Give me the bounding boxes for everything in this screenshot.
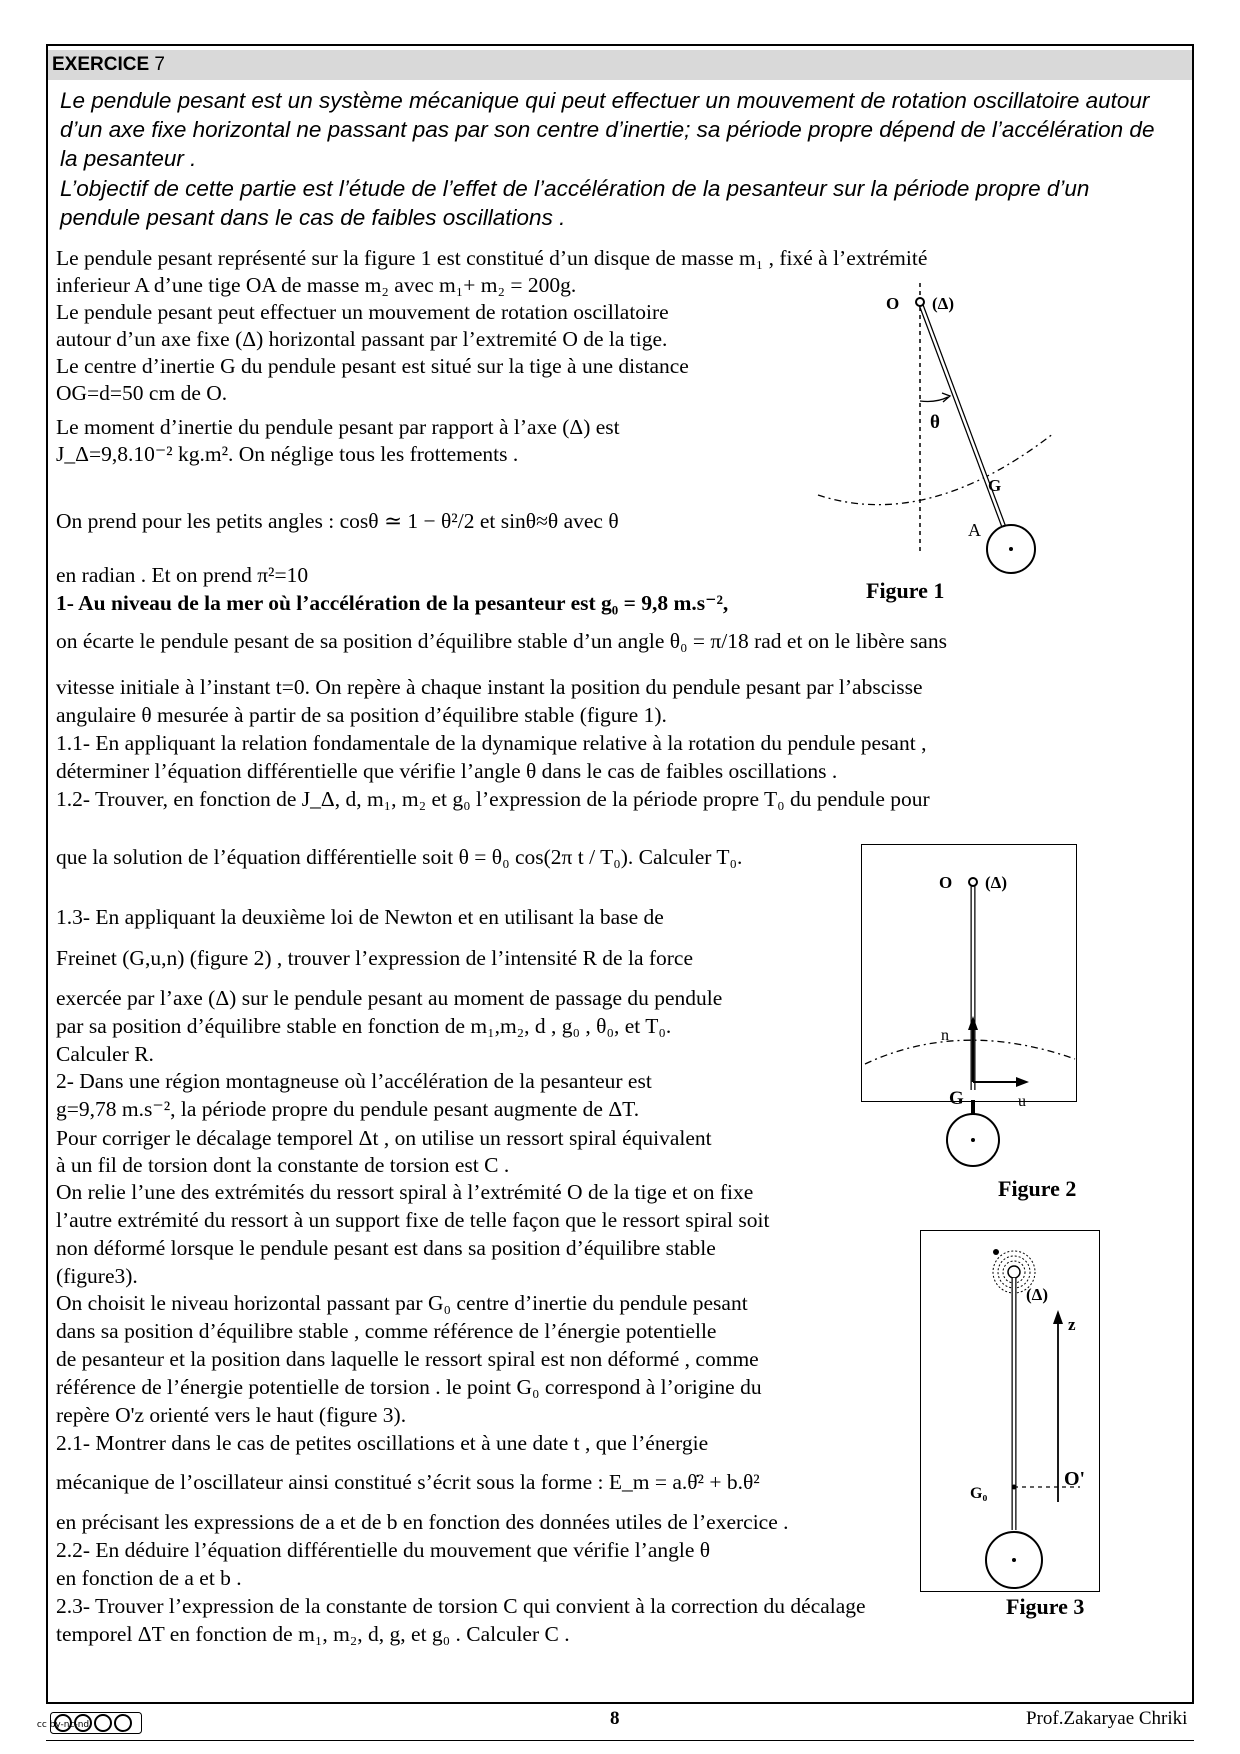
figure-3-caption: Figure 3	[1006, 1594, 1085, 1619]
question-2-3: 2.3- Trouver l’expression de la constante de torsion C qui convient à la correction du décalage	[56, 1594, 866, 1618]
body-line: on écarte le pendule pesant de sa position d’équilibre stable d’un angle θ₀ = π/18 rad et on le libère sans	[56, 629, 947, 653]
body-line: à un fil de torsion dont la constante de torsion est C .	[56, 1153, 510, 1177]
question-2: 2- Dans une région montagneuse où l’accélération de la pesanteur est	[56, 1069, 652, 1093]
fig1-label-G: G	[988, 476, 1002, 495]
body-line: dans sa position d’équilibre stable , comme référence de l’énergie potentielle	[56, 1319, 717, 1343]
fig2-label-u: u	[1018, 1093, 1026, 1110]
body-line: Calculer R.	[56, 1042, 154, 1066]
body-line: déterminer l’équation différentielle que vérifie l’angle θ dans le cas de faibles oscillations .	[56, 759, 838, 783]
body-line: vitesse initiale à l’instant t=0. On repère à chaque instant la position du pendule pesant par l’abscisse	[56, 675, 923, 699]
figure-2-disk	[926, 1100, 1026, 1180]
body-line: en radian . Et on prend π²=10	[56, 563, 309, 587]
question-2-2: 2.2- En déduire l’équation différentielle du mouvement que vérifie l’angle θ	[56, 1538, 711, 1562]
body-line: Le pendule pesant représenté sur la figure 1 est constitué d’un disque de masse m₁ , fixé à l’extrémité	[56, 246, 928, 270]
formula-line-small-angles: On prend pour les petits angles : cosθ ≃ 1 − θ²/2 et sinθ≈θ avec θ	[56, 509, 619, 533]
body-line: J_Δ=9,8.10⁻² kg.m². On néglige tous les frottements .	[56, 442, 519, 466]
body-line: OG=d=50 cm de O.	[56, 381, 228, 405]
fig2-label-axis: (Δ)	[985, 873, 1007, 892]
figure-3	[920, 1230, 1098, 1590]
body-line: On choisit le niveau horizontal passant par G₀ centre d’inertie du pendule pesant	[56, 1291, 748, 1315]
body-line: non déformé lorsque le pendule pesant est dans sa position d’équilibre stable	[56, 1236, 716, 1260]
body-line: référence de l’énergie potentielle de torsion . le point G₀ correspond à l’origine du	[56, 1375, 762, 1399]
page-number: 8	[610, 1708, 620, 1729]
question-2-1: 2.1- Montrer dans le cas de petites oscillations et à une date t , que l’énergie	[56, 1431, 709, 1455]
fig3-label-axis: (Δ)	[1026, 1285, 1048, 1304]
fig3-label-G0: G₀	[970, 1485, 988, 1502]
body-line: autour d’un axe fixe (Δ) horizontal passant par l’extremité O de la tige.	[56, 327, 668, 351]
question-1-3: 1.3- En appliquant la deuxième loi de Newton et en utilisant la base de	[56, 905, 664, 929]
body-line: Le centre d’inertie G du pendule pesant est situé sur la tige à une distance	[56, 354, 689, 378]
author: Prof.Zakaryae Chriki	[1026, 1708, 1188, 1729]
question-1-1: 1.1- En appliquant la relation fondamentale de la dynamique relative à la rotation du pendule pesant ,	[56, 731, 927, 755]
body-line: inferieur A d’une tige OA de masse m₂ avec m₁+ m₂ = 200g.	[56, 273, 577, 297]
fig1-label-O: O	[886, 294, 900, 313]
body-line: par sa position d’équilibre stable en fonction de m₁,m₂, d , g₀ , θ₀, et T₀.	[56, 1014, 672, 1038]
body-line: Pour corriger le décalage temporel Δt , on utilise un ressort spiral équivalent	[56, 1126, 712, 1150]
body-line: Freinet (G,u,n) (figure 2) , trouver l’expression de l’intensité R de la force	[56, 946, 694, 970]
body-line: angulaire θ mesurée à partir de sa position d’équilibre stable (figure 1).	[56, 703, 667, 727]
body-line: en fonction de a et b .	[56, 1566, 242, 1590]
intro-paragraph-1: Le pendule pesant est un système mécanique qui peut effectuer un mouvement de rotation oscillatoire autour d’un axe fixe horizontal ne passant pas par son centre d’inertie; sa période propre dépend de l’accélération de la pesanteur .	[60, 88, 1155, 171]
body-line: Le moment d’inertie du pendule pesant par rapport à l’axe (Δ) est	[56, 415, 620, 439]
body-line: en précisant les expressions de a et de b en fonction des données utiles de l’exercice .	[56, 1510, 789, 1534]
body-line: l’autre extrémité du ressort à un support fixe de telle façon que le ressort spiral soit	[56, 1208, 770, 1232]
body-line: g=9,78 m.s⁻², la période propre du pendule pesant augmente de ΔT.	[56, 1097, 640, 1121]
exercise-header	[48, 50, 1192, 80]
fig3-label-z: z	[1068, 1315, 1076, 1334]
body-line: repère O'z orienté vers le haut (figure 3).	[56, 1403, 407, 1427]
body-line: de pesanteur et la position dans laquelle le ressort spiral est non déformé , comme	[56, 1347, 759, 1371]
fig2-label-G: G	[949, 1088, 964, 1109]
intro-paragraph-2: L’objectif de cette partie est l’étude de l’effet de l’accélération de la pesanteur sur la période propre d’un pendule pesant dans le cas de faibles oscillations .	[60, 176, 1090, 230]
figure-2-caption: Figure 2	[998, 1176, 1077, 1201]
exercise-label: EXERCICE	[52, 54, 150, 75]
body-line: On relie l’une des extrémités du ressort spiral à l’extrémité O de la tige et on fixe	[56, 1180, 754, 1204]
figure-2	[861, 844, 1075, 1110]
figure-1-caption: Figure 1	[866, 578, 945, 603]
exercise-number: 7	[154, 54, 165, 75]
fig1-label-theta: θ	[930, 412, 940, 433]
body-line: (figure3).	[56, 1264, 138, 1288]
body-line: exercée par l’axe (Δ) sur le pendule pesant au moment de passage du pendule	[56, 986, 723, 1010]
fig2-label-n: n	[941, 1027, 949, 1044]
footer-rule	[46, 1740, 1194, 1741]
question-1-2: 1.2- Trouver, en fonction de J_Δ, d, m₁, m₂ et g₀ l’expression de la période propre T₀ du pendule pour	[56, 787, 930, 811]
fig3-label-Oprime: O'	[1064, 1468, 1086, 1490]
question-1	[56, 589, 728, 617]
body-line: temporel ΔT en fonction de m₁, m₂, d, g, et g₀ . Calculer C .	[56, 1622, 570, 1646]
body-line: que la solution de l’équation différentielle soit θ = θ₀ cos(2π t / T₀). Calculer T₀.	[56, 845, 743, 869]
license-badge	[36, 1712, 142, 1739]
fig2-label-O: O	[939, 873, 953, 892]
fig1-label-axis: (Δ)	[932, 294, 954, 313]
fig1-label-A: A	[968, 520, 981, 540]
body-line: mécanique de l’oscillateur ainsi constitué s’écrit sous la forme : E_m = a.θ̇² + b.θ²	[56, 1470, 760, 1494]
figure-1	[808, 283, 1058, 603]
question-1-text: 1- Au niveau de la mer où l’accélération de la pesanteur est g₀ = 9,8 m.s⁻²,	[56, 591, 729, 615]
license-badge-text: cc by-nc-nd	[36, 1720, 90, 1730]
body-line: Le pendule pesant peut effectuer un mouvement de rotation oscillatoire	[56, 300, 669, 324]
